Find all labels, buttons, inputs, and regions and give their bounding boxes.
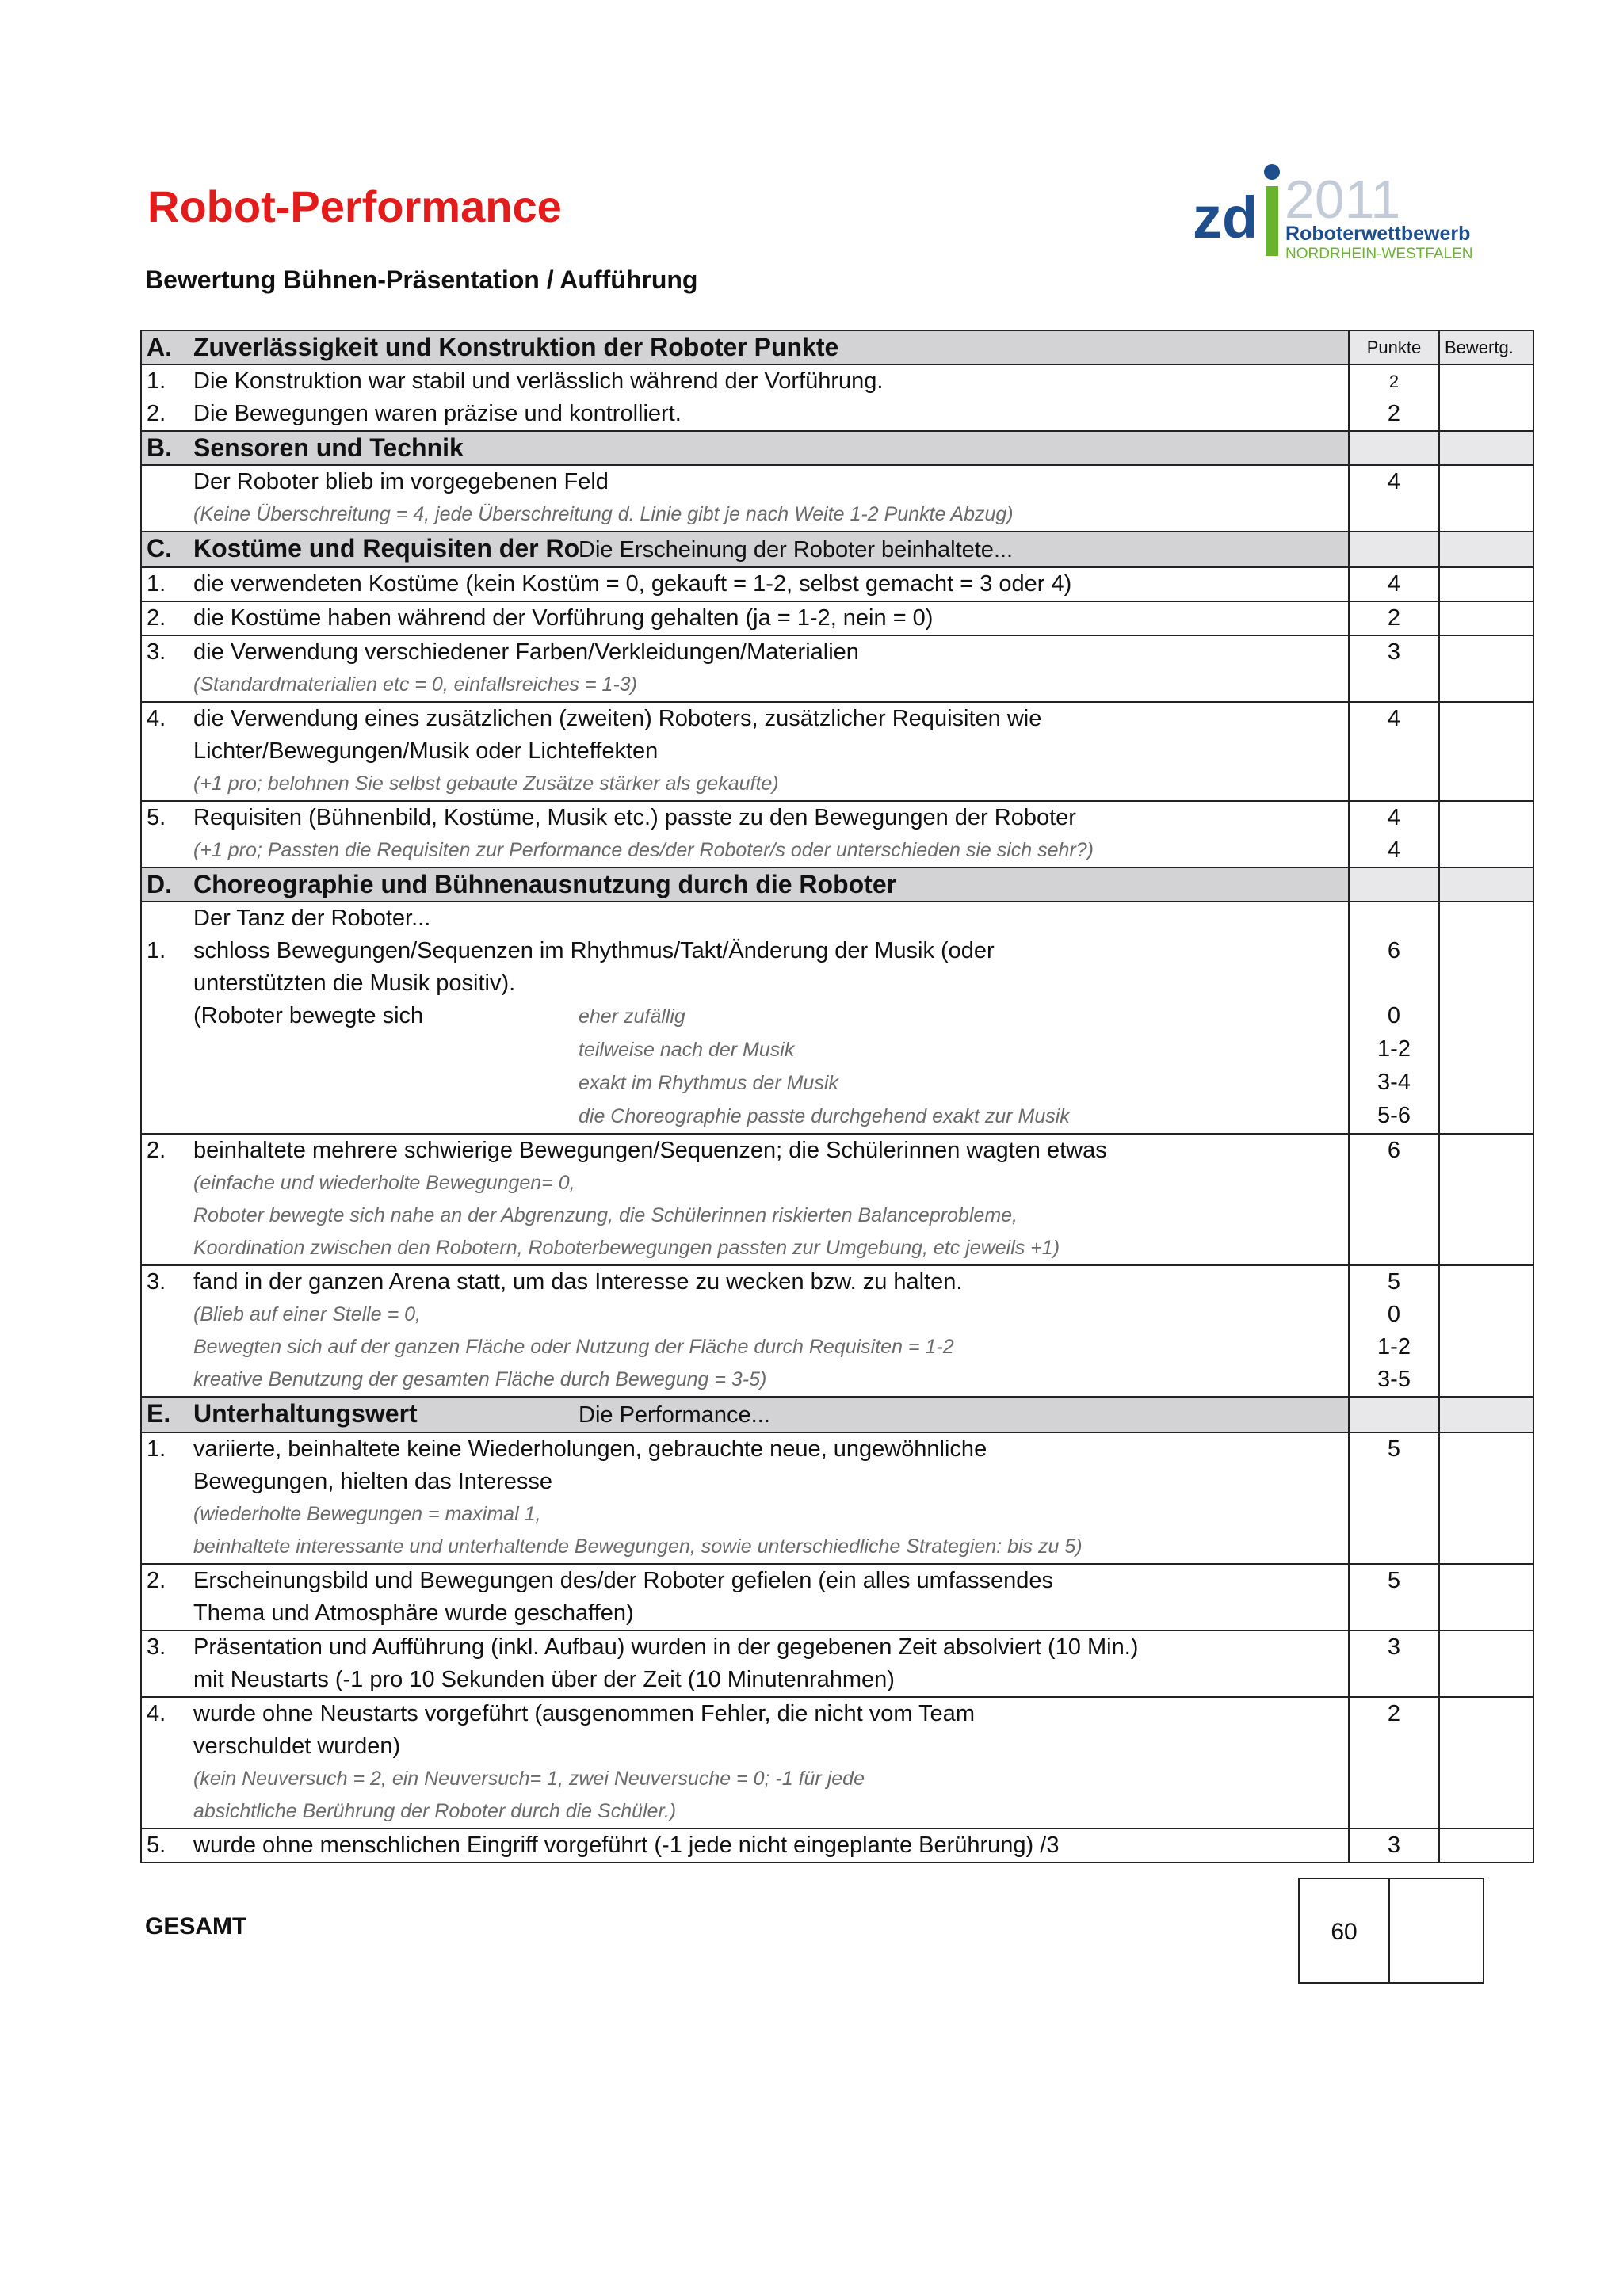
rating-cell[interactable] (1439, 635, 1533, 669)
section-a-header (141, 330, 1533, 364)
rating-cell[interactable] (1439, 1564, 1533, 1597)
table-row (141, 902, 1533, 935)
table-row (141, 601, 1533, 635)
logo-line2: NORDRHEIN-WESTFALEN (1285, 246, 1473, 262)
item-text: die Verwendung eines zusätzlichen (zweiten) Roboters, zusätzlicher Requisiten wie (189, 702, 1349, 735)
item-points: 4 (1349, 702, 1439, 735)
level-label: die Choreographie passte durchgehend exakt zur Musik (579, 1105, 1070, 1127)
score-table (140, 330, 1534, 1863)
item-hint: (Blieb auf einer Stelle = 0, (189, 1299, 1349, 1331)
table-row (141, 1697, 1533, 1730)
item-points: 6 (1349, 1134, 1439, 1167)
section-c-header (141, 532, 1533, 567)
section-title: Sensoren und Technik (189, 431, 1349, 465)
table-row (141, 935, 1533, 967)
table-row (141, 1664, 1533, 1697)
item-text: variierte, beinhaltete keine Wiederholungen, gebrauchte neue, ungewöhnliche (189, 1432, 1349, 1466)
item-hint: (wiederholte Bewegungen = maximal 1, (189, 1498, 1349, 1531)
table-row (141, 1432, 1533, 1466)
item-text: schloss Bewegungen/Sequenzen im Rhythmus/Takt/Änderung der Musik (oder (189, 935, 1349, 967)
item-text: Erscheinungsbild und Bewegungen des/der Roboter gefielen (ein alles umfassendes (189, 1564, 1349, 1597)
rating-cell[interactable] (1439, 1697, 1533, 1730)
rating-cell[interactable] (1439, 801, 1533, 834)
level-points: 0 (1349, 1000, 1439, 1033)
rating-cell[interactable] (1439, 1829, 1533, 1863)
item-number: 3. (141, 1630, 189, 1664)
table-row (141, 801, 1533, 834)
item-hint: (Keine Überschreitung = 4, jede Überschreitung d. Linie gibt je nach Weite 1-2 Punkte Abzug) (189, 498, 1349, 532)
item-number: 4. (141, 1697, 189, 1730)
table-row (141, 1630, 1533, 1664)
item-hint: kreative Benutzung der gesamten Fläche durch Bewegung = 3-5) (189, 1363, 1349, 1397)
item-text: die Verwendung verschiedener Farben/Verkleidungen/Materialien (189, 635, 1349, 669)
level-label: teilweise nach der Musik (579, 1039, 795, 1061)
section-b-header (141, 431, 1533, 465)
level-points: 5-6 (1349, 1100, 1439, 1134)
table-row (141, 635, 1533, 669)
item-number: 2. (141, 398, 189, 431)
item-hint: Roboter bewegte sich nahe an der Abgrenzung, die Schülerinnen riskierten Balanceprobleme, (189, 1199, 1349, 1232)
page-subtitle: Bewertung Bühnen-Präsentation / Aufführung (145, 265, 698, 294)
item-number: 1. (141, 935, 189, 967)
item-number: 2. (141, 1564, 189, 1597)
table-row (141, 364, 1533, 398)
table-row (141, 735, 1533, 768)
table-row (141, 1232, 1533, 1265)
table-row (141, 669, 1533, 702)
table-row (141, 1498, 1533, 1531)
item-number: 3. (141, 635, 189, 669)
table-row (141, 1331, 1533, 1363)
table-row (141, 567, 1533, 601)
item-points: 4 (1349, 801, 1439, 834)
item-hint: (Standardmaterialien etc = 0, einfallsreiches = 1-3) (189, 669, 1349, 702)
item-text: wurde ohne menschlichen Eingriff vorgeführt (-1 jede nicht eingeplante Berührung) /3 (189, 1829, 1349, 1863)
item-number: 1. (141, 567, 189, 601)
rating-cell[interactable] (1439, 702, 1533, 735)
table-row (141, 834, 1533, 868)
section-letter: E. (141, 1397, 189, 1432)
section-letter: D. (141, 868, 189, 902)
item-hint: absichtliche Berührung der Roboter durch die Schüler.) (189, 1795, 1349, 1829)
table-row (141, 1730, 1533, 1763)
section-title: Kostüme und Requisiten der Ro (193, 534, 580, 563)
bewertung-header: Bewertg. (1439, 330, 1533, 364)
section-letter: B. (141, 431, 189, 465)
item-text: beinhaltete mehrere schwierige Bewegungen/Sequenzen; die Schülerinnen wagten etwas (189, 1134, 1349, 1167)
item-hint: (+1 pro; belohnen Sie selbst gebaute Zusätze stärker als gekaufte) (189, 768, 1349, 801)
table-row (141, 1531, 1533, 1564)
item-points: 2 (1349, 1697, 1439, 1730)
rating-cell[interactable] (1439, 1265, 1533, 1299)
item-text-cont: Lichter/Bewegungen/Musik oder Lichteffekten (189, 735, 1349, 768)
section-letter: C. (141, 532, 189, 567)
item-points: 4 (1349, 567, 1439, 601)
item-text: Die Bewegungen waren präzise und kontrolliert. (189, 398, 1349, 431)
level-points: 1-2 (1349, 1033, 1439, 1066)
item-points: 4 (1349, 465, 1439, 498)
item-hint: beinhaltete interessante und unterhaltende Bewegungen, sowie unterschiedliche Strategien: bis zu 5) (189, 1531, 1349, 1564)
item-points: 3 (1349, 635, 1439, 669)
item-text: wurde ohne Neustarts vorgeführt (ausgenommen Fehler, die nicht vom Team (189, 1697, 1349, 1730)
item-text-cont: mit Neustarts (-1 pro 10 Sekunden über der Zeit (10 Minutenrahmen) (189, 1664, 1349, 1697)
table-row (141, 1466, 1533, 1498)
zdi-logo (1193, 154, 1486, 273)
item-intro: Der Tanz der Roboter... (189, 902, 1349, 935)
table-row (141, 1167, 1533, 1199)
section-e-header (141, 1397, 1533, 1432)
item-hint: (einfache und wiederholte Bewegungen= 0, (189, 1167, 1349, 1199)
rating-cell[interactable] (1439, 567, 1533, 601)
item-hint: Koordination zwischen den Robotern, Roboterbewegungen passten zur Umgebung, etc jeweils +1) (189, 1232, 1349, 1265)
total-label: GESAMT (145, 1913, 247, 1939)
table-row (141, 1829, 1533, 1863)
table-row (141, 465, 1533, 498)
table-row (141, 398, 1533, 431)
item-number: 5. (141, 1829, 189, 1863)
hint-points: 0 (1349, 1299, 1439, 1331)
item-points: 5 (1349, 1432, 1439, 1466)
section-title: Unterhaltungswert (193, 1399, 418, 1428)
section-title: Zuverlässigkeit und Konstruktion der Roboter Punkte (189, 330, 1349, 364)
hint-points: 3-5 (1349, 1363, 1439, 1397)
table-row (141, 1763, 1533, 1795)
total-rating-cell[interactable] (1388, 1878, 1484, 1984)
table-row (141, 1033, 1533, 1066)
item-text: die verwendeten Kostüme (kein Kostüm = 0, gekauft = 1-2, selbst gemacht = 3 oder 4) (189, 567, 1349, 601)
rating-cell[interactable] (1439, 601, 1533, 635)
item-text-cont: verschuldet wurden) (189, 1730, 1349, 1763)
table-row (141, 1265, 1533, 1299)
level-points: 3-4 (1349, 1066, 1439, 1100)
item-points: 3 (1349, 1630, 1439, 1664)
rating-cell[interactable] (1439, 1134, 1533, 1167)
table-row (141, 1000, 1533, 1033)
table-row (141, 498, 1533, 532)
item-number: 5. (141, 801, 189, 834)
item-lead: (Roboter bewegte sich (193, 1003, 424, 1028)
total-points: 60 (1298, 1878, 1388, 1984)
table-row (141, 768, 1533, 801)
table-row (141, 1199, 1533, 1232)
item-points: 2 (1349, 364, 1439, 398)
section-note: Die Performance... (579, 1402, 770, 1428)
table-row (141, 1564, 1533, 1597)
table-row (141, 702, 1533, 735)
level-label: exakt im Rhythmus der Musik (579, 1072, 838, 1094)
rating-cell[interactable] (1439, 1432, 1533, 1466)
table-row (141, 1100, 1533, 1134)
rating-cell[interactable] (1439, 1630, 1533, 1664)
section-letter: A. (141, 330, 189, 364)
table-row (141, 1363, 1533, 1397)
item-text: fand in der ganzen Arena statt, um das Interesse zu wecken bzw. zu halten. (189, 1265, 1349, 1299)
item-text-cont: Bewegungen, hielten das Interesse (189, 1466, 1349, 1498)
table-row (141, 1597, 1533, 1630)
item-hint: (kein Neuversuch = 2, ein Neuversuch= 1, zwei Neuversuche = 0; -1 für jede (189, 1763, 1349, 1795)
item-points: 3 (1349, 1829, 1439, 1863)
item-points: 5 (1349, 1265, 1439, 1299)
item-text: Der Roboter blieb im vorgegebenen Feld (189, 465, 1349, 498)
item-hint: (+1 pro; Passten die Requisiten zur Performance des/der Roboter/s oder unterschieden sie sich sehr?) (189, 834, 1349, 868)
section-note: Die Erscheinung der Roboter beinhaltete... (579, 537, 1014, 563)
item-number: 2. (141, 601, 189, 635)
rating-cell[interactable] (1439, 398, 1533, 431)
item-points: 6 (1349, 935, 1439, 967)
rating-cell[interactable] (1439, 364, 1533, 398)
logo-year: 2011 (1285, 170, 1401, 230)
item-number: 1. (141, 1432, 189, 1466)
item-text: die Kostüme haben während der Vorführung gehalten (ja = 1-2, nein = 0) (189, 601, 1349, 635)
item-points: 5 (1349, 1564, 1439, 1597)
table-row (141, 1066, 1533, 1100)
section-title: Choreographie und Bühnenausnutzung durch die Roboter (189, 868, 1349, 902)
item-number: 4. (141, 702, 189, 735)
logo-zd: zd (1193, 185, 1258, 250)
item-points: 2 (1349, 601, 1439, 635)
item-text-cont: Thema und Atmosphäre wurde geschaffen) (189, 1597, 1349, 1630)
item-text: Requisiten (Bühnenbild, Kostüme, Musik etc.) passte zu den Bewegungen der Roboter (189, 801, 1349, 834)
table-row (141, 1134, 1533, 1167)
item-hint: Bewegten sich auf der ganzen Fläche oder Nutzung der Fläche durch Requisiten = 1-2 (189, 1331, 1349, 1363)
item-points: 4 (1349, 834, 1439, 868)
level-label: eher zufällig (579, 1005, 685, 1028)
item-text: Die Konstruktion war stabil und verlässlich während der Vorführung. (189, 364, 1349, 398)
page-title: Robot-Performance (147, 181, 562, 231)
punkte-header: Punkte (1349, 330, 1439, 364)
table-row (141, 1299, 1533, 1331)
section-d-header (141, 868, 1533, 902)
rating-cell[interactable] (1439, 465, 1533, 498)
logo-line1: Roboterwettbewerb (1285, 223, 1471, 245)
table-row (141, 1795, 1533, 1829)
item-number: 2. (141, 1134, 189, 1167)
table-row (141, 967, 1533, 1000)
rating-cell[interactable] (1439, 935, 1533, 967)
item-text-cont: unterstützten die Musik positiv). (189, 967, 1349, 1000)
hint-points: 1-2 (1349, 1331, 1439, 1363)
item-points: 2 (1349, 398, 1439, 431)
item-text: Präsentation und Aufführung (inkl. Aufbau) wurden in der gegebenen Zeit absolviert (10 Min.) (189, 1630, 1349, 1664)
item-number: 1. (141, 364, 189, 398)
item-number: 3. (141, 1265, 189, 1299)
